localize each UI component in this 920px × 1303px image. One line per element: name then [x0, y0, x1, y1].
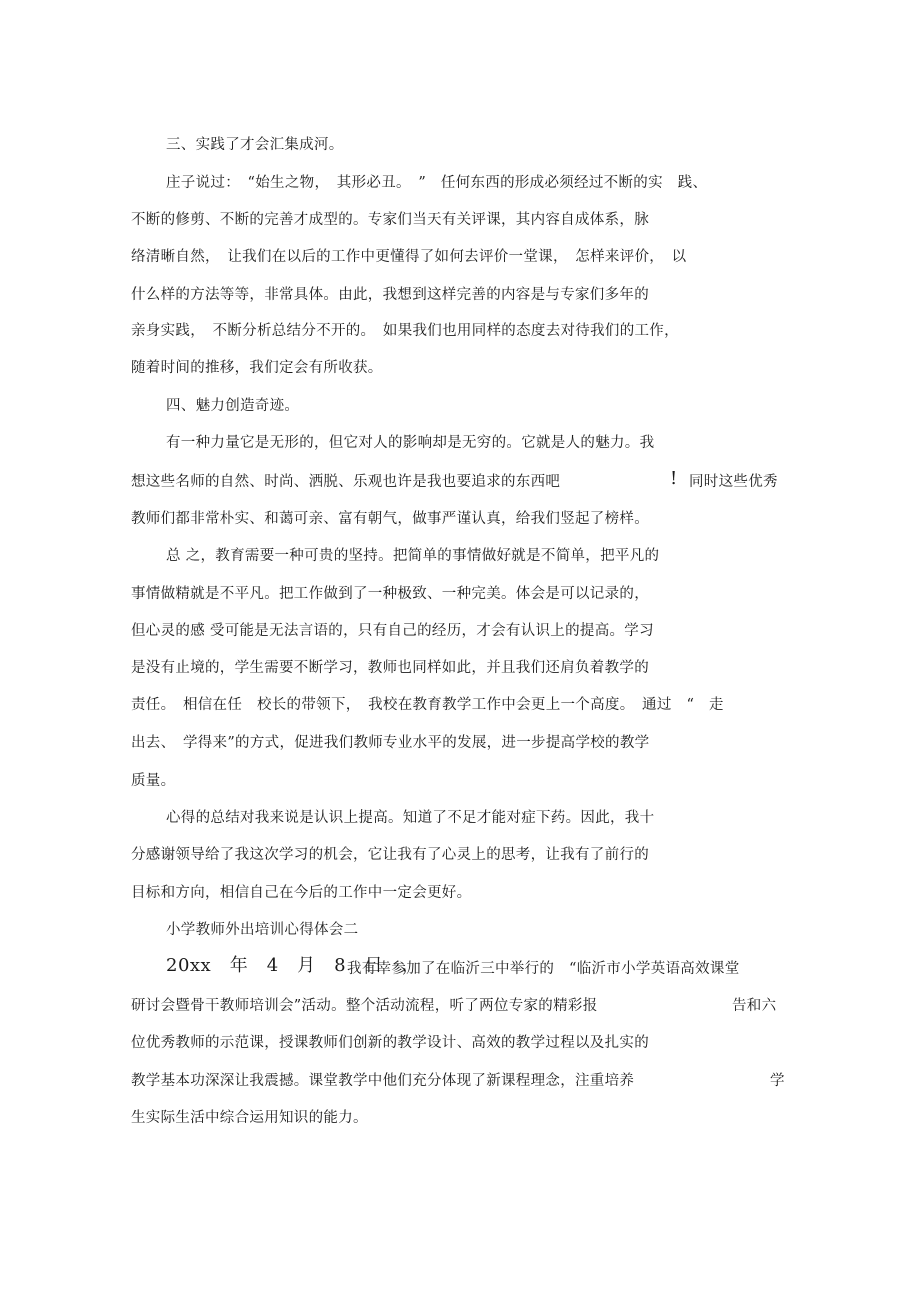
- subtitle: 小学教师外出培训心得体会二: [166, 922, 359, 938]
- paragraph-line: 事情做精就是不平凡。把工作做到了一种极致、一种完美。体会是可以记录的，: [131, 586, 649, 602]
- paragraph-line: 位优秀教师的示范课，授课教师们创新的教学设计、高效的教学过程以及扎实的: [131, 1035, 649, 1051]
- paragraph-line: 是没有止境的，学生需要不断学习，教师也同样如此，并且我们还肩负着教学的: [131, 660, 649, 676]
- paragraph-line: 责任。 相信在任 校长的带领下， 我校在教育教学工作中会更上一个高度。 通过 “ 走: [131, 697, 724, 713]
- paragraph-line: 心得的总结对我来说是认识上提高。知道了不足才能对症下药。因此，我十: [166, 810, 655, 826]
- paragraph-line: 但心灵的感 受可能是无法言语的，只有自己的经历，才会有认识上的提高。学习: [131, 623, 654, 639]
- paragraph-line: 什么样的方法等等，非常具体。由此，我想到这样完善的内容是与专家们多年的: [131, 287, 649, 303]
- exclamation-mark: !: [670, 468, 678, 489]
- paragraph-line: 出去、 学得来”的方式，促进我们教师专业水平的发展，进一步提高学校的教学: [131, 735, 650, 751]
- paragraph-line: 学: [770, 1073, 785, 1089]
- paragraph-line: 教学基本功深深让我震撼。课堂教学中他们充分体现了新课程理念，注重培养: [131, 1073, 635, 1089]
- paragraph-line: 教师们都非常朴实、和蔼可亲、富有朝气，做事严谨认真，给我们竖起了榜样。: [131, 511, 649, 527]
- paragraph-line: 目标和方向，相信自己在今后的工作中一定会更好。: [131, 885, 472, 901]
- paragraph-line: 生实际生活中综合运用知识的能力。: [131, 1110, 368, 1126]
- paragraph-line: 质量。: [131, 773, 176, 789]
- paragraph-line: 同时这些优秀: [689, 474, 778, 490]
- paragraph-line: 总 之，教育需要一种可贵的坚持。把简单的事情做好就是不简单，把平凡的: [166, 548, 660, 564]
- paragraph-line: 想这些名师的自然、时尚、洒脱、乐观也许是我也要追求的东西吧: [131, 474, 561, 490]
- paragraph-line: 庄子说过： “始生之物， 其形必丑。 ” 任何东西的形成必须经过不断的实 践、: [166, 175, 708, 191]
- section-heading-4: 四、魅力创造奇迹。: [166, 398, 300, 414]
- paragraph-line: 分感谢领导给了我这次学习的机会，它让我有了心灵上的思考，让我有了前行的: [131, 847, 649, 863]
- date-text: 20xx 年 4 月 8 日 ，: [166, 955, 421, 976]
- paragraph-line: 随着时间的推移，我们定会有所收获。: [131, 360, 383, 376]
- paragraph-line: 亲身实践， 不断分析总结分不开的。 如果我们也用同样的态度去对待我们的工作，: [131, 323, 679, 339]
- paragraph-line: 络清晰自然， 让我们在以后的工作中更懂得了如何去评价一堂课， 怎样来评价， 以: [131, 249, 687, 265]
- paragraph-line: 有一种力量它是无形的，但它对人的影响却是无穷的。它就是人的魅力。我: [166, 435, 655, 451]
- paragraph-line: 告和六: [732, 998, 777, 1014]
- section-heading-3: 三、实践了才会汇集成河。: [166, 137, 344, 153]
- paragraph-line: 不断的修剪、不断的完善才成型的。专家们当天有关评课，其内容自成体系，脉: [131, 212, 649, 228]
- paragraph-line: 我有幸参加了在临沂三中举行的 “临沂市小学英语高效课堂: [347, 961, 740, 977]
- paragraph-line: 研讨会暨骨干教师培训会”活动。整个活动流程，听了两位专家的精彩报: [131, 998, 598, 1014]
